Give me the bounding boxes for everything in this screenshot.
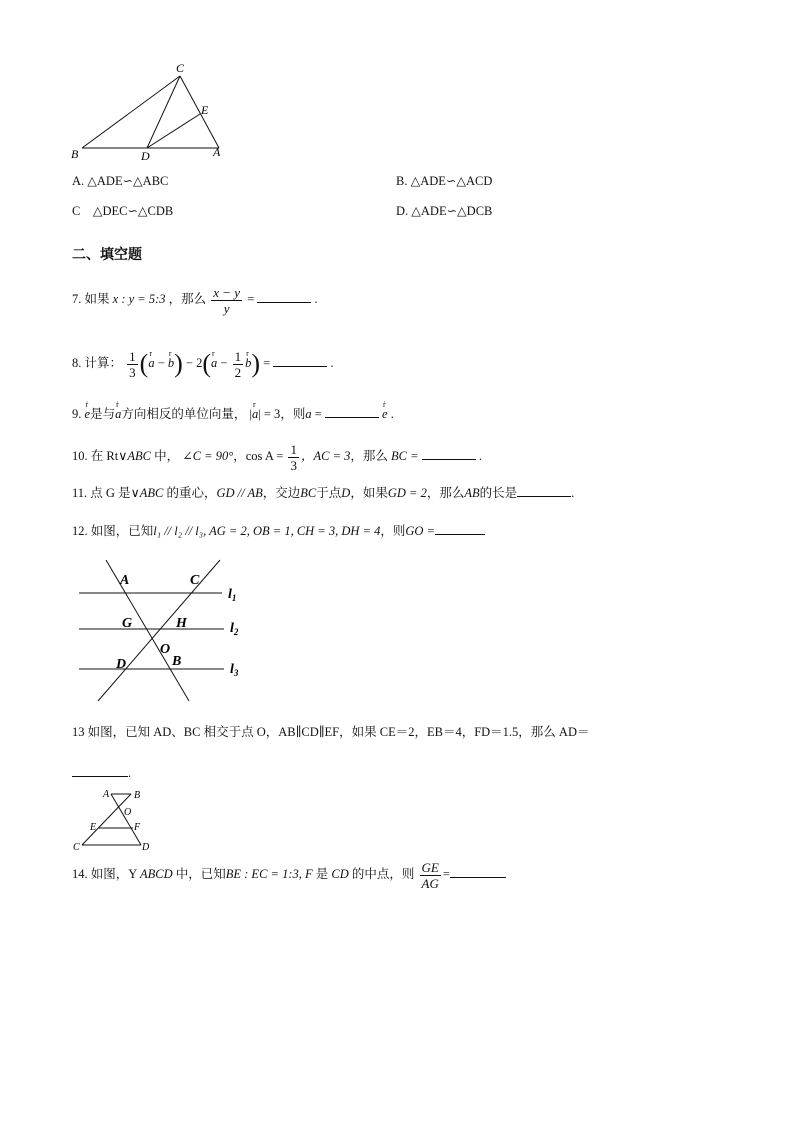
q12-go: GO = [405, 524, 436, 538]
question-14 [72, 858, 506, 891]
label-l2: $l_2$ [230, 621, 239, 637]
parallelogram-symbol: Y [128, 867, 137, 881]
q14-text: 如图， [90, 867, 129, 881]
q8-answer-blank[interactable] [273, 354, 327, 367]
point-label-c: C [176, 61, 185, 75]
vector-letter: a [211, 356, 218, 370]
vector-letter: b [167, 356, 175, 370]
q14-number: 14. [72, 867, 88, 881]
option-b: B. △ADE∽△ACD [396, 174, 493, 188]
q8-vector-a-1 [148, 344, 154, 382]
q8-coefficient: − 2 [185, 356, 203, 370]
q10-frac-den: 3 [290, 457, 297, 473]
label-c: C [73, 842, 80, 853]
q9-text-3: ，则 [280, 407, 306, 421]
q14-cd: CD [331, 867, 349, 881]
left-paren: ( [202, 349, 212, 379]
section-title: 二、填空题 [72, 247, 142, 263]
q9-vector-e-2 [382, 400, 388, 424]
q12-condition: l₁ // l₂ // l₃, AG = 2, OB = 1, CH = 3, DH = 4 [153, 524, 381, 538]
q11-number: 11. [72, 486, 88, 500]
q11-bc: BC [300, 486, 317, 500]
vector-accent: ṙ [85, 400, 89, 409]
q9-end: . [390, 407, 394, 421]
question-9 [72, 400, 394, 424]
option-a: A. △ADE∽△ABC [72, 174, 169, 188]
label-c: C [190, 573, 200, 588]
q11-text-7: 的长是 [479, 486, 518, 500]
q11-gd2: GD = 2 [387, 486, 427, 500]
vector-accent: r [246, 349, 249, 358]
q10-cos: ，cos A = [233, 449, 284, 463]
q9-equals: = [314, 407, 322, 421]
q10-angle: ∠C = 90° [182, 449, 234, 463]
q9-abs-value: | r a| [249, 407, 260, 421]
q8-frac2-num: 1 [234, 348, 242, 364]
q9-vector-a-2: a [305, 407, 312, 421]
label-h: H [176, 616, 187, 631]
q11-abc: ABC [139, 486, 164, 500]
q9-text-2: 方向相反的单位向量， [121, 407, 247, 421]
label-l1: $l_1$ [228, 587, 237, 603]
q11-end: . [571, 486, 575, 500]
q14-abcd: ABCD [139, 867, 173, 881]
q11-text-4: 于点 [316, 486, 342, 500]
q8-end: . [330, 356, 334, 370]
label-d: D [116, 657, 127, 672]
left-paren: ( [139, 349, 149, 379]
q10-text-2: ，那么 [350, 449, 388, 463]
q8-minus: − [157, 356, 165, 370]
vector-accent: ṙ [116, 400, 119, 409]
q11-text-2: 的重心， [163, 486, 217, 500]
vector-accent: r [168, 349, 172, 358]
q8-frac1-num: 1 [129, 348, 136, 364]
q7-fraction [211, 285, 242, 316]
q10-frac-num: 1 [290, 441, 297, 457]
q10-answer-blank[interactable] [422, 447, 476, 460]
q11-text-6: ，那么 [426, 486, 465, 500]
q14-answer-blank[interactable] [450, 865, 506, 878]
q8-fraction-1 [127, 349, 138, 380]
q9-number: 9. [72, 407, 82, 421]
triangle-symbol: ∨ [118, 449, 128, 463]
q13-answer-blank[interactable] [72, 764, 128, 777]
label-g: G [122, 616, 133, 631]
q8-prefix: 计算： [84, 356, 123, 370]
q8-vector-b-1 [168, 344, 174, 382]
q10-bc: BC = [391, 449, 419, 463]
option-c: C △DEC∽△CDB [72, 204, 174, 218]
right-paren: ) [174, 349, 183, 379]
q7-answer-blank[interactable] [257, 290, 311, 303]
q8-number: 8. [72, 356, 82, 370]
vector-letter: e [84, 407, 91, 421]
q8-frac1-den: 3 [129, 364, 136, 380]
q14-text-2: 中，已知 [172, 867, 226, 881]
q9-abs-expr: = 3 [263, 407, 281, 421]
q7-number: 7. [72, 292, 82, 306]
q14-ratio: BE : EC = 1:3, F [225, 867, 313, 881]
label-b: B [134, 790, 141, 801]
figure-parallel-lines [72, 555, 252, 715]
q10-number: 10. [72, 449, 88, 463]
right-paren: ) [251, 349, 261, 379]
q11-answer-blank[interactable] [517, 484, 571, 497]
q13-text: 如图，已知 AD、BC 相交于点 O，AB∥CD∥EF，如果 CE＝2，EB＝4，FD＝1.5，那么 AD＝ [87, 725, 590, 739]
question-13 [72, 724, 589, 740]
label-o: O [124, 807, 132, 818]
q8-fraction-2 [233, 349, 244, 380]
q7-frac-den: y [211, 300, 242, 316]
q10-end: . [478, 449, 482, 463]
triangle-symbol: ∨ [130, 486, 140, 500]
q11-text: 点 G 是 [90, 486, 131, 500]
q9-vector-e [84, 400, 91, 424]
vector-letter: a [251, 407, 259, 421]
question-11 [72, 484, 574, 501]
vector-letter: e [382, 407, 388, 421]
q14-equals: = [442, 867, 450, 881]
q7-expr: x : y = 5:3 [112, 292, 166, 306]
q11-text-5: ，如果 [350, 486, 388, 500]
q8-vector-b-2 [245, 344, 251, 382]
vector-letter: a [148, 356, 155, 370]
q12-answer-blank[interactable] [435, 522, 485, 535]
question-13-answer-line [72, 764, 131, 781]
q7-prefix: 如果 [84, 292, 110, 306]
point-label-a: A [213, 145, 221, 159]
q14-frac-num: GE [421, 859, 439, 875]
q7-end: . [314, 292, 318, 306]
q14-text-4: 的中点，则 [348, 867, 415, 881]
q12-text-2: ，则 [380, 524, 406, 538]
vector-accent: r [149, 349, 152, 358]
label-d: D [142, 842, 150, 853]
question-10 [72, 438, 482, 474]
vector-letter: b [245, 356, 252, 370]
q12-text: 如图，已知 [90, 524, 154, 538]
label-b: B [172, 654, 182, 669]
q13-end: . [128, 766, 132, 780]
vector-accent: r [252, 400, 256, 409]
q14-frac-den: AG [421, 875, 439, 891]
label-a: A [103, 789, 110, 800]
q7-frac-num: x − y [213, 284, 241, 300]
vector-accent: r [212, 349, 215, 358]
vector-accent: ṙ [383, 400, 386, 409]
q13-number: 13 [72, 725, 85, 739]
q9-answer-blank[interactable] [325, 405, 379, 418]
q9-vector-a [115, 400, 122, 424]
question-7 [72, 282, 318, 316]
q14-fraction [420, 860, 441, 891]
q8-vector-a-2 [211, 344, 217, 382]
q10-abc: ABC [127, 449, 151, 463]
q7-middle: ，那么 [168, 292, 207, 306]
vector-letter: a [115, 407, 122, 421]
point-label-b: B [71, 147, 79, 161]
point-label-d: D [141, 149, 150, 163]
figure-hourglass [70, 784, 160, 854]
q11-d: D [341, 486, 351, 500]
q11-text-3: ，交边 [262, 486, 301, 500]
figure-triangle-1 [68, 58, 238, 166]
option-d: D. △ADE∽△DCB [396, 204, 493, 218]
question-8 [72, 344, 334, 382]
q8-equals: = [263, 356, 271, 370]
q11-gd: GD // AB [216, 486, 263, 500]
label-o: O [160, 642, 171, 657]
q10-text: 在 Rt [90, 449, 119, 463]
point-label-e: E [201, 103, 209, 117]
q11-ab: AB [464, 486, 480, 500]
q10-fraction [288, 442, 299, 473]
q9-text-1: 是与 [90, 407, 116, 421]
q12-number: 12. [72, 524, 88, 538]
q8-frac2-den: 2 [234, 364, 242, 380]
q10-ac: ，AC = 3 [300, 449, 351, 463]
q14-text-3: 是 [312, 867, 329, 881]
label-f: F [134, 822, 141, 833]
question-12 [72, 522, 485, 539]
q10-mid: 中， [150, 449, 180, 463]
q8-minus: − [220, 356, 228, 370]
label-a: A [120, 573, 130, 588]
q7-equals: = [247, 292, 255, 306]
label-e: E [90, 822, 97, 833]
label-l3: $l_3$ [230, 662, 239, 678]
